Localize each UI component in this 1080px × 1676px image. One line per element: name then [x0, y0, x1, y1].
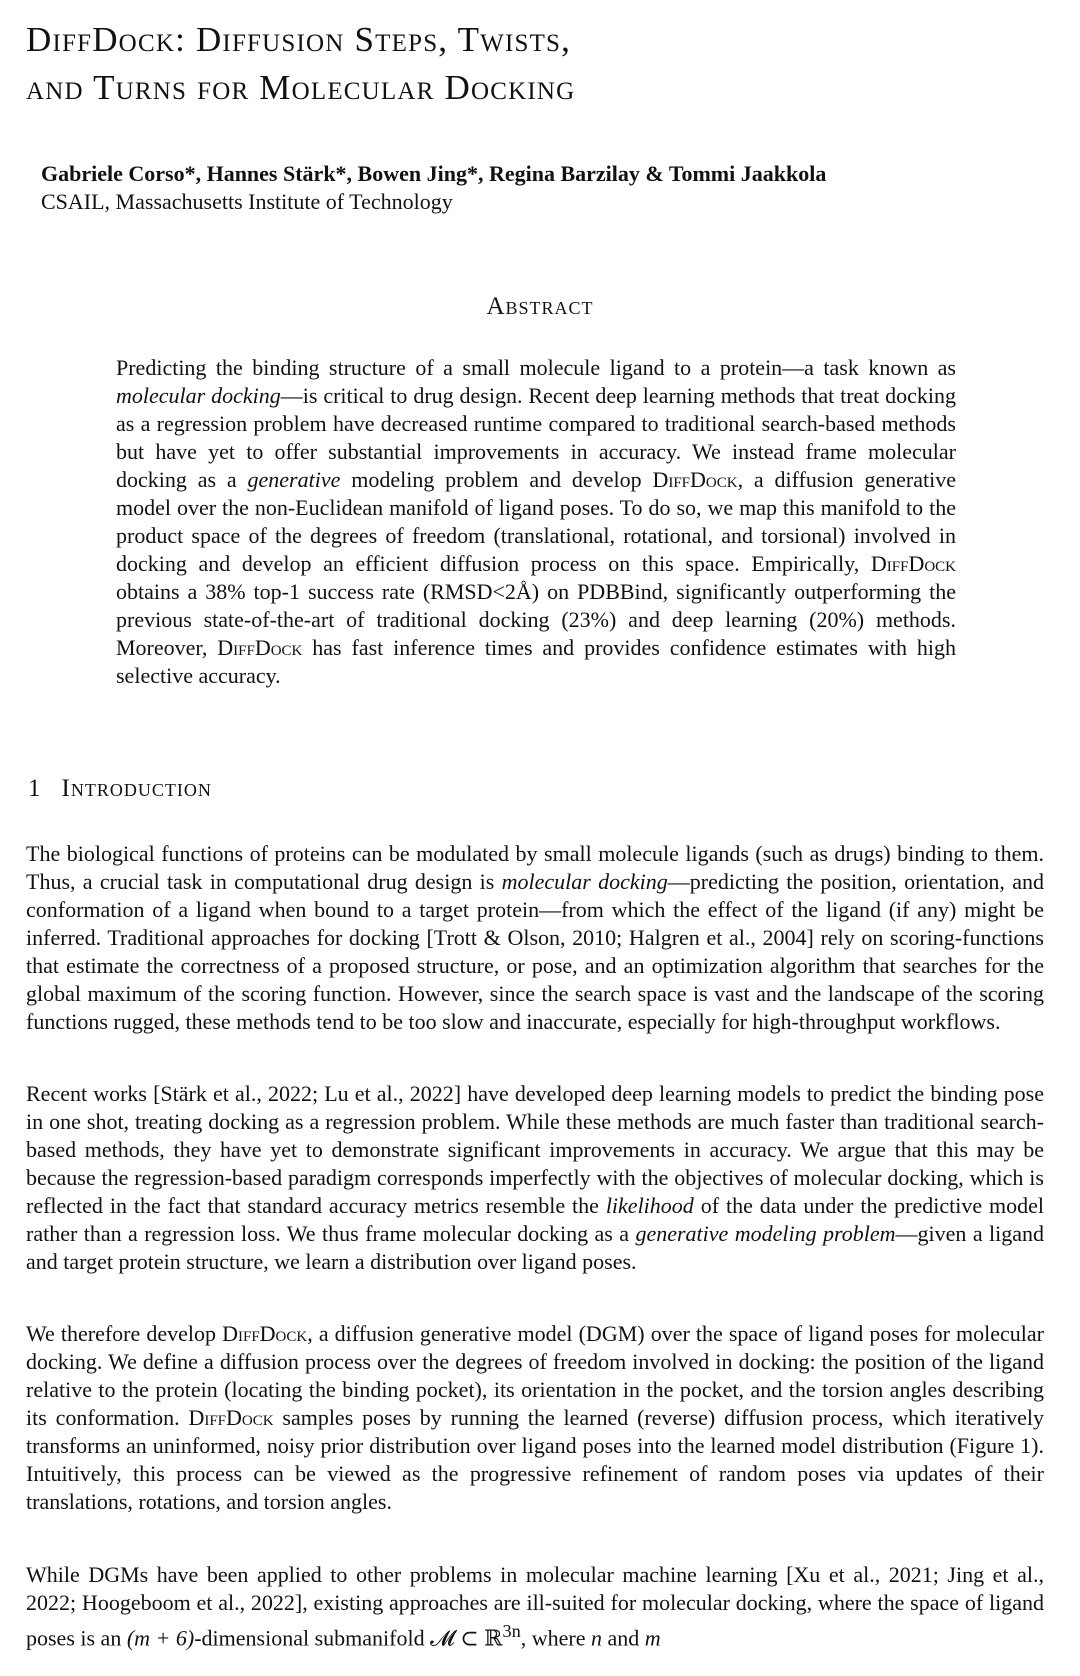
paragraph-text: and	[602, 1625, 645, 1651]
math-superscript: 3n	[502, 1621, 521, 1641]
intro-paragraph-1	[26, 840, 1044, 1036]
abstract-text: obtains a 38% top-1 success rate (RMSD<2Å) on PDBBind, significantly outperforming the previous state-of-the-art of traditional docking (23%) and deep learning (20%) methods. Moreover,	[116, 579, 956, 660]
abstract-emphasis: generative	[247, 467, 341, 492]
intro-paragraph-2	[26, 1080, 1044, 1276]
section-number: 1	[28, 775, 42, 802]
method-name: DiffDock	[652, 467, 738, 492]
abstract-text: has fast inference times and provides confidence estimates with high selective accuracy.	[116, 635, 956, 688]
paragraph-text: Recent works [Stärk et al., 2022; Lu et al., 2022] have developed deep learning models to predict the binding pose in one shot, treating docking as a regression problem. While these methods are much faster than traditional search-based methods, they have yet to demonstrate significant improvements in accuracy. We argue that this may be because the regression-based paradigm corresponds imperfectly with the objectives of molecular docking, which is reflected in the fact that standard accuracy metrics resemble the	[26, 1081, 1044, 1218]
math-variable: m	[644, 1625, 661, 1651]
paragraph-text: , where	[520, 1625, 592, 1651]
intro-paragraph-3	[26, 1320, 1044, 1516]
method-name: DiffDock	[222, 1321, 308, 1346]
abstract-heading: Abstract	[486, 293, 594, 320]
paragraph-text: While DGMs have been applied to other problems in molecular machine learning [Xu et al., 2021; Jing et al., 2022; Hoogeboom et al., 2022], existing approaches are ill-suited for molecular docking, where the space of ligand poses is an	[26, 1562, 1044, 1651]
paragraph-text: —predicting the position, orientation, and conformation of a ligand when bound to a target protein—from which the effect of the ligand (if any) might be inferred. Traditional approaches for docking [Trott & Olson, 2010; Halgren et al., 2004] rely on scoring-functions that estimate the correctness of a proposed structure, or pose, and an optimization algorithm that searches for the global maximum of the scoring function. However, since the search space is vast and the landscape of the scoring functions rugged, these methods tend to be too slow and inaccurate, especially for high-throughput workflows.	[26, 869, 1044, 1034]
math-expression: 𝓜 ⊂ ℝ	[430, 1625, 503, 1651]
abstract-emphasis: molecular docking	[116, 383, 281, 408]
paragraph-text: We therefore develop	[26, 1321, 223, 1346]
math-variable: n	[591, 1625, 603, 1651]
abstract-text: modeling problem and develop	[340, 467, 653, 492]
abstract-text: —is critical to drug design. Recent deep learning methods that treat docking as a regression problem have decreased runtime compared to traditional search-based methods but have yet to offer substantial improvements in accuracy. We instead frame molecular docking as a	[116, 383, 956, 492]
abstract-text: , a diffusion generative model over the non-Euclidean manifold of ligand poses. To do so, we map this manifold to the product space of the degrees of freedom (translational, rotational, and torsional) involved in docking and develop an efficient diffusion process on this space. Empirically,	[116, 467, 957, 576]
paragraph-emphasis: molecular docking	[501, 869, 668, 894]
paragraph-text: of the data under the predictive model rather than a regression loss. We thus frame molecular docking as a	[26, 1193, 1044, 1246]
section-title: Introduction	[61, 775, 212, 802]
affiliation: CSAIL, Massachusetts Institute of Technology	[41, 189, 453, 214]
title-line-2: and Turns for Molecular Docking	[26, 68, 576, 107]
paragraph-text: The biological functions of proteins can be modulated by small molecule ligands (such as drugs) binding to them. Thus, a crucial task in computational drug design is	[26, 841, 1044, 894]
paragraph-emphasis: likelihood	[605, 1193, 694, 1218]
abstract-text: Predicting the binding structure of a small molecule ligand to a protein—a task known as	[116, 355, 956, 380]
section-heading	[28, 774, 212, 804]
paragraph-text: samples poses by running the learned (reverse) diffusion process, which iteratively transforms an uninformed, noisy prior distribution over ligand poses into the learned model distribution (Figure 1). Intuitively, this process can be viewed as the progressive refinement of random poses via updates of their translations, rotations, and torsion angles.	[26, 1405, 1044, 1514]
math-expression: (m + 6)	[126, 1625, 195, 1651]
method-name: DiffDock	[188, 1405, 274, 1430]
author-list: Gabriele Corso*, Hannes Stärk*, Bowen Jing*, Regina Barzilay & Tommi Jaakkola	[41, 161, 827, 186]
paragraph-text: —given a ligand and target protein structure, we learn a distribution over ligand poses.	[26, 1221, 1044, 1274]
paragraph-text: -dimensional submanifold	[194, 1625, 431, 1651]
paragraph-emphasis: generative modeling problem	[635, 1221, 896, 1246]
abstract-body	[116, 354, 956, 690]
method-name: DiffDock	[217, 635, 303, 660]
title-line-1: DiffDock: Diffusion Steps, Twists,	[26, 20, 572, 59]
method-name: DiffDock	[870, 551, 956, 576]
intro-paragraph-4	[26, 1561, 1044, 1652]
paragraph-text: , a diffusion generative model (DGM) over the space of ligand poses for molecular docking. We define a diffusion process over the degrees of freedom involved in docking: the position of the ligand relative to the protein (locating the binding pocket), its orientation in the pocket, and the torsion angles describing its conformation.	[26, 1321, 1045, 1430]
paper-title	[26, 16, 1054, 112]
paper-page	[26, 0, 1054, 1676]
